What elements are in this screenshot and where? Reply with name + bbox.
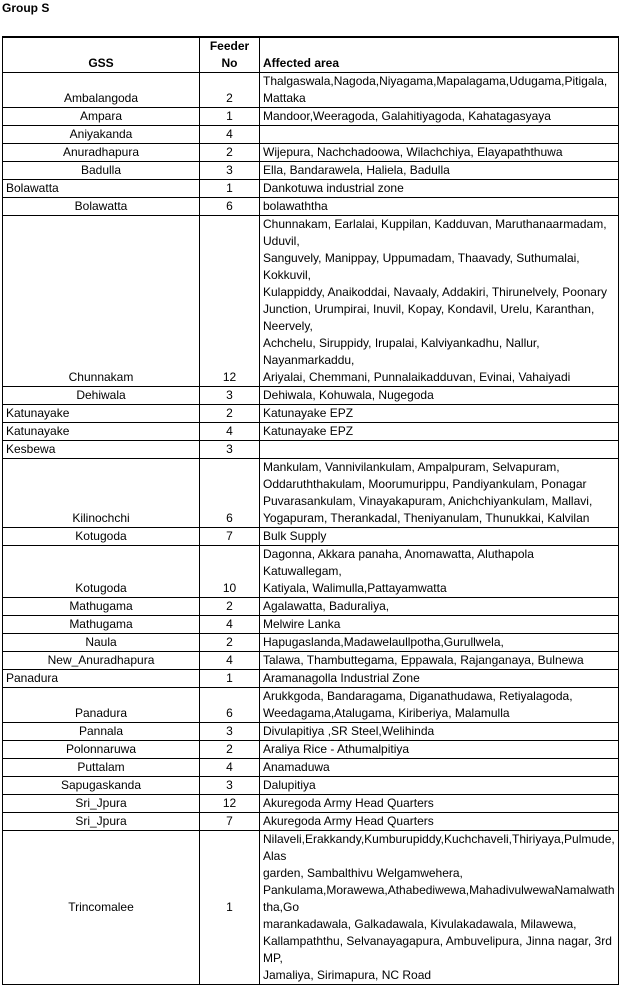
gss-cell: Pannala — [3, 723, 200, 741]
affected-area-cell: Chunnakam, Earlalai, Kuppilan, Kadduvan, Maruthanaarmadam, Uduvil, Sanguvely, Manippay, Uppumadam, Thaavady, Suthumalai, Kokkuvil, Kulappiddy, Anaikoddai, Navaaly, Addakiri, Thirunelvely, Poonary Junction, Urumpirai, Inuvil, Kopay, Kondavil, Urelu, Karanthan, Neervely, Achchelu, Siruppidy, Irupalai, Kalviyankadhu, Nallur, Nayanmarkaddu, Ariyalai, Chemmani, Punnalaikadduvan, Evinai, Vahaiyadi — [260, 216, 619, 387]
feeder-no-cell: 2 — [200, 598, 260, 616]
feeder-no-cell: 6 — [200, 459, 260, 528]
feeder-no-cell: 3 — [200, 441, 260, 459]
table-row — [3, 108, 619, 126]
affected-area-cell: Talawa, Thambuttegama, Eppawala, Rajanganaya, Bulnewa — [260, 652, 619, 670]
affected-area-cell: Mandoor,Weeragoda, Galahitiyagoda, Kahatagasyaya — [260, 108, 619, 126]
gss-cell: Bolawatta — [3, 198, 200, 216]
table-row — [3, 634, 619, 652]
affected-area-cell: Katunayake EPZ — [260, 405, 619, 423]
table-row — [3, 387, 619, 405]
gss-cell: Naula — [3, 634, 200, 652]
gss-cell: Kesbewa — [3, 441, 200, 459]
gss-cell: New_Anuradhapura — [3, 652, 200, 670]
affected-area-cell: Hapugaslanda,Madawelaullpotha,Gurullwela, — [260, 634, 619, 652]
gss-cell: Panadura — [3, 688, 200, 723]
affected-area-cell: Dankotuwa industrial zone — [260, 180, 619, 198]
table-row — [3, 546, 619, 598]
affected-area-cell: Dagonna, Akkara panaha, Anomawatta, Aluthapola Katuwallegam, Katiyala, Walimulla,Pattayamwatta — [260, 546, 619, 598]
table-row — [3, 73, 619, 108]
affected-area-cell: Akuregoda Army Head Quarters — [260, 795, 619, 813]
gss-cell: Polonnaruwa — [3, 741, 200, 759]
gss-cell: Sri_Jpura — [3, 795, 200, 813]
table-row — [3, 459, 619, 528]
table-row — [3, 144, 619, 162]
affected-area-cell: Araliya Rice - Athumalpitiya — [260, 741, 619, 759]
table-row — [3, 831, 619, 985]
affected-area-cell: Bulk Supply — [260, 528, 619, 546]
gss-cell: Aniyakanda — [3, 126, 200, 144]
feeder-no-cell: 10 — [200, 546, 260, 598]
affected-area-cell: Melwire Lanka — [260, 616, 619, 634]
group-title: Group S — [2, 1, 50, 15]
table-row — [3, 723, 619, 741]
affected-area-cell: Nilaveli,Erakkandy,Kumburupiddy,Kuchchaveli,Thiriyaya,Pulmude, Alas garden, Sambalthivu Welgamwehera, Pankulama,Morawewa,Athabediwewa,MahadivulwewaNamalwaththa,Go marankadawala, Galkadawala, Kivulakadawala, Milawewa, Kallampaththu, Selvanayagapura, Ambuvelipura, Jinna nagar, 3rd MP, Jamaliya, Sirimapura, NC Road — [260, 831, 619, 985]
feeder-no-cell: 4 — [200, 616, 260, 634]
affected-area-cell: Thalgaswala,Nagoda,Niyagama,Mapalagama,Udugama,Pitigala,Mattaka — [260, 73, 619, 108]
gss-cell: Ambalangoda — [3, 73, 200, 108]
gss-cell: Mathugama — [3, 598, 200, 616]
feeder-no-cell: 2 — [200, 405, 260, 423]
table-row — [3, 813, 619, 831]
feeder-no-cell: 6 — [200, 198, 260, 216]
feeder-no-cell: 1 — [200, 180, 260, 198]
gss-cell: Katunayake — [3, 405, 200, 423]
affected-area-cell: Akuregoda Army Head Quarters — [260, 813, 619, 831]
table-row — [3, 670, 619, 688]
table-row — [3, 126, 619, 144]
affected-areas-table — [2, 36, 619, 985]
feeder-no-cell: 12 — [200, 795, 260, 813]
feeder-no-cell: 4 — [200, 423, 260, 441]
affected-area-cell: Dalupitiya — [260, 777, 619, 795]
feeder-no-cell: 6 — [200, 688, 260, 723]
table-row — [3, 688, 619, 723]
table-row — [3, 795, 619, 813]
gss-cell: Dehiwala — [3, 387, 200, 405]
feeder-no-cell: 3 — [200, 777, 260, 795]
table-row — [3, 528, 619, 546]
affected-area-cell: Dehiwala, Kohuwala, Nugegoda — [260, 387, 619, 405]
table-row — [3, 198, 619, 216]
gss-cell: Kilinochchi — [3, 459, 200, 528]
gss-cell: Puttalam — [3, 759, 200, 777]
affected-area-cell: Arukkgoda, Bandaragama, Diganathudawa, Retiyalagoda, Weedagama,Atalugama, Kiriberiya, Malamulla — [260, 688, 619, 723]
gss-cell: Katunayake — [3, 423, 200, 441]
feeder-no-cell: 2 — [200, 144, 260, 162]
feeder-no-cell: 3 — [200, 387, 260, 405]
feeder-no-cell: 2 — [200, 634, 260, 652]
table-row — [3, 777, 619, 795]
gss-cell: Chunnakam — [3, 216, 200, 387]
affected-area-cell: Aramanagolla Industrial Zone — [260, 670, 619, 688]
gss-cell: Trincomalee — [3, 831, 200, 985]
feeder-no-cell: 7 — [200, 813, 260, 831]
gss-cell: Panadura — [3, 670, 200, 688]
feeder-no-cell: 4 — [200, 652, 260, 670]
table-row — [3, 441, 619, 459]
feeder-column-header: Feeder No — [200, 37, 260, 73]
gss-cell: Anuradhapura — [3, 144, 200, 162]
affected-area-cell: Ella, Bandarawela, Haliela, Badulla — [260, 162, 619, 180]
table-row — [3, 405, 619, 423]
affected-area-cell: Wijepura, Nachchadoowa, Wilachchiya, Elayapaththuwa — [260, 144, 619, 162]
gss-cell: Ampara — [3, 108, 200, 126]
feeder-no-cell: 7 — [200, 528, 260, 546]
gss-cell: Badulla — [3, 162, 200, 180]
gss-cell: Kotugoda — [3, 528, 200, 546]
table-row — [3, 162, 619, 180]
gss-cell: Mathugama — [3, 616, 200, 634]
table-row — [3, 616, 619, 634]
gss-cell: Kotugoda — [3, 546, 200, 598]
affected-area-cell: Anamaduwa — [260, 759, 619, 777]
gss-column-header: GSS — [3, 37, 200, 73]
affected-area-cell: Agalawatta, Baduraliya, — [260, 598, 619, 616]
feeder-no-cell: 2 — [200, 73, 260, 108]
feeder-no-cell: 3 — [200, 723, 260, 741]
table-row — [3, 759, 619, 777]
feeder-no-cell: 4 — [200, 126, 260, 144]
table-row — [3, 598, 619, 616]
table-row — [3, 423, 619, 441]
feeder-no-cell: 12 — [200, 216, 260, 387]
table-row — [3, 180, 619, 198]
feeder-no-cell: 3 — [200, 162, 260, 180]
feeder-no-cell: 4 — [200, 759, 260, 777]
affected-area-cell: Divulapitiya ,SR Steel,Welihinda — [260, 723, 619, 741]
affected-area-cell: Mankulam, Vannivilankulam, Ampalpuram, Selvapuram, Oddaruththakulam, Moorumurippu, Pandiyankulam, Ponagar Puvarasankulam, Vinayakapuram, Anichchiyankulam, Mallavi, Yogapuram, Therankadal, Theniyanulam, Thunukkai, Kalvilan — [260, 459, 619, 528]
gss-cell: Sri_Jpura — [3, 813, 200, 831]
table-body — [3, 73, 619, 985]
affected-area-cell — [260, 441, 619, 459]
affected-area-cell: Katunayake EPZ — [260, 423, 619, 441]
feeder-no-cell: 1 — [200, 670, 260, 688]
feeder-no-cell: 1 — [200, 108, 260, 126]
gss-cell: Sapugaskanda — [3, 777, 200, 795]
table-row — [3, 741, 619, 759]
feeder-no-cell: 1 — [200, 831, 260, 985]
table-header-row — [3, 37, 619, 73]
table-row — [3, 652, 619, 670]
affected-area-cell — [260, 126, 619, 144]
gss-cell: Bolawatta — [3, 180, 200, 198]
affected-area-column-header: Affected area — [260, 37, 619, 73]
affected-area-cell: bolawaththa — [260, 198, 619, 216]
table-row — [3, 216, 619, 387]
feeder-no-cell: 2 — [200, 741, 260, 759]
